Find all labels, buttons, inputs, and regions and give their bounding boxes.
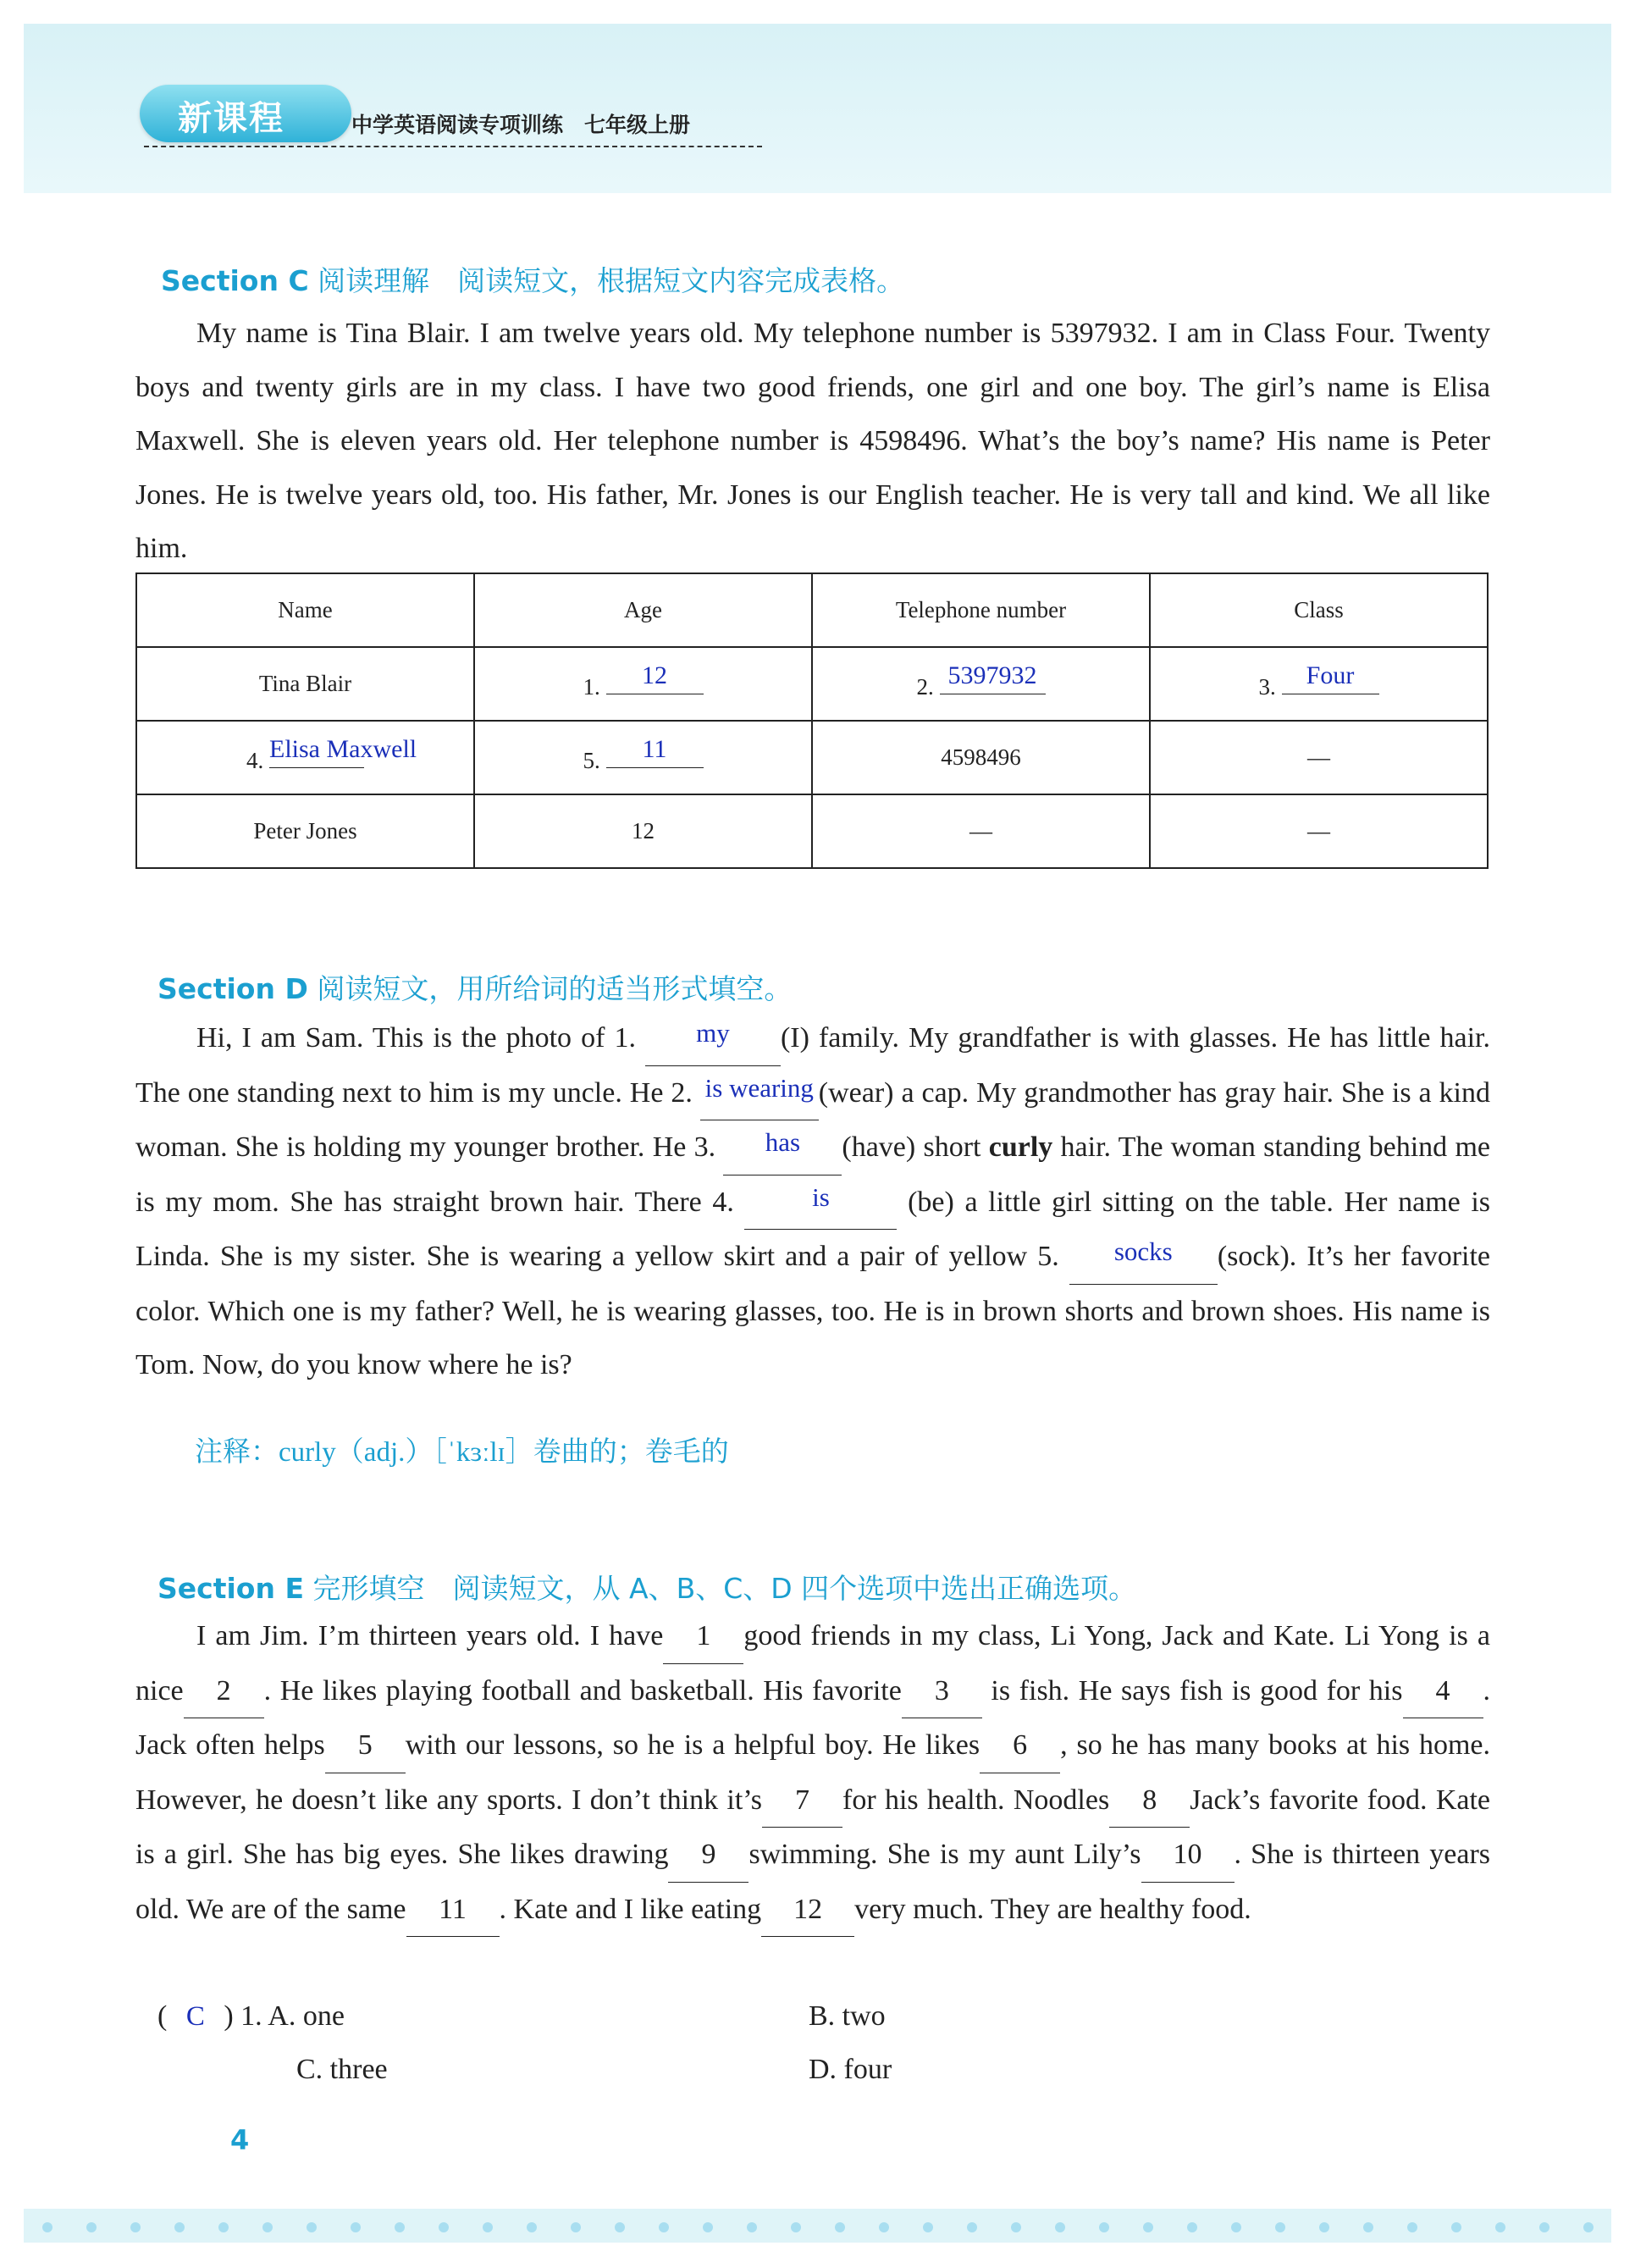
gap-number[interactable]: 11 [406,1883,500,1938]
footer-dot [351,2222,361,2232]
cell-telephone [812,647,1150,721]
answer-blank[interactable] [1069,1230,1218,1285]
question-1-option-a[interactable]: 1. A. one [240,2000,345,2032]
footer-dot [571,2222,581,2232]
table-row [136,647,1488,721]
header-name: Name [136,573,474,647]
passage-text: . Jack often helps [135,1674,1490,1761]
bold-word: curly [988,1131,1053,1163]
passage-text: (have) short [842,1131,989,1163]
question-1-option-b[interactable]: B. two [809,2000,886,2032]
gap-number[interactable]: 7 [762,1773,842,1828]
section-e-title [157,1567,1136,1607]
section-d-passage [135,1011,1490,1392]
footer-dot [307,2222,317,2232]
passage-text: (wear) a cap. My grandmother has gray hair. She is a kind woman. She is holding my younger brother. He 3. [135,1076,1491,1163]
footer-dot [1495,2222,1505,2232]
footer-dot [879,2222,889,2232]
passage-text: (I) family. My grandfather is with glasses. He has little hair. The one standing next to him is my uncle. He 2. [135,1022,1490,1109]
cell-age [474,721,812,794]
section-e-label: Section E [157,1572,304,1605]
footer-dot [703,2222,713,2232]
footer-dot [1363,2222,1373,2232]
footer-dot [923,2222,933,2232]
answer-paren: ( [157,2000,168,2032]
gap-number[interactable]: 3 [902,1664,982,1719]
gap-number[interactable]: 5 [325,1718,406,1773]
gap-number[interactable]: 1 [663,1609,743,1664]
footer-dot [1055,2222,1065,2232]
section-c-title [161,259,904,299]
question-1-option-d[interactable]: D. four [809,2054,892,2085]
cell-telephone: — [812,794,1150,868]
passage-text: good friends in my class, Li Yong, Jack and Kate. Li Yong is a nice [135,1620,1491,1707]
footer-dot [527,2222,537,2232]
handwritten-answer: has [765,1127,801,1157]
handwritten-answer: 12 [642,661,667,689]
answer-blank[interactable] [269,734,417,768]
footer-dot [218,2222,229,2232]
passage-text: hair. The woman standing behind me is my mom. She has straight brown hair. There 4. [135,1131,1490,1218]
passage-text: is fish. He says fish is good for his [981,1674,1403,1707]
footer-dot [1187,2222,1197,2232]
section-d-title [157,967,792,1007]
gap-number[interactable]: 4 [1403,1664,1483,1719]
cell-telephone: 4598496 [812,721,1150,794]
footer-dot [1583,2222,1594,2232]
passage-text: (sock). It’s her favorite color. Which one is my father? Well, he is wearing glasses, too. He is in brown shorts and brown shoes. His name is Tom. Now, do you know where he is? [135,1241,1491,1380]
answer-blank[interactable] [645,1011,781,1066]
logo-text: 新课程 [178,99,284,138]
cell-name: Tina Blair [136,647,474,721]
answer-blank[interactable] [940,661,1046,694]
footer-dot [1275,2222,1285,2232]
handwritten-answer: is [812,1181,830,1212]
gap-number[interactable]: 10 [1141,1828,1235,1883]
footer-dot [1099,2222,1109,2232]
header-telephone: Telephone number [812,573,1150,647]
answer-blank[interactable] [606,661,704,694]
handwritten-answer: Four [1306,661,1355,689]
header-divider [144,146,762,147]
handwritten-answer: socks [1113,1236,1173,1266]
section-c-passage [135,307,1490,576]
cell-age: 12 [474,794,812,868]
passage-text: very much. They are healthy food. [854,1893,1251,1925]
section-e-passage [135,1609,1490,1937]
section-e-passage-text [135,1609,1490,1937]
footer-dot [262,2222,273,2232]
answer-paren: ) [224,2000,234,2032]
blank-number: 2. [916,673,934,700]
passage-text: swimming. She is my aunt Lily’s [748,1839,1141,1870]
answer-blank[interactable] [1282,661,1379,694]
section-e-instruction: 完形填空 阅读短文，从 A、B、C、D 四个选项中选出正确选项。 [312,1572,1137,1605]
question-1-option-c[interactable]: C. three [296,2054,388,2085]
answer-blank[interactable] [744,1175,897,1231]
footer-dot [747,2222,757,2232]
gap-number[interactable]: 2 [184,1664,264,1719]
page-number: 4 [230,2124,250,2156]
cell-class: — [1150,794,1488,868]
passage-text: Hi, I am Sam. This is the photo of 1. [196,1022,645,1054]
answer-blank[interactable] [723,1120,842,1175]
footer-dot [967,2222,977,2232]
gap-number[interactable]: 6 [980,1718,1060,1773]
blank-number: 5. [583,747,600,773]
footer-dot [130,2222,141,2232]
passage-text: for his health. Noodles [842,1784,1110,1816]
cell-class: — [1150,721,1488,794]
footer-dot [1231,2222,1241,2232]
gap-number[interactable]: 12 [761,1883,854,1938]
passage-text: (be) a little girl sitting on the table. Her name is Linda. She is my sister. She is wearing a yellow skirt and a pair of yellow 5. [135,1186,1491,1272]
passage-text: . She is thirteen years old. We are of the same [135,1839,1491,1925]
cell-age [474,647,812,721]
blank-number: 1. [583,673,600,700]
section-d-instruction: 阅读短文，用所给词的适当形式填空。 [317,972,793,1005]
handwritten-answer: Elisa Maxwell [269,734,417,763]
footer-dot [659,2222,669,2232]
footer-dot [439,2222,449,2232]
footer-dot [1011,2222,1021,2232]
header-age: Age [474,573,812,647]
footer-dot [835,2222,845,2232]
passage-text: with our lessons, so he is a helpful boy. He likes [405,1729,980,1761]
cell-class [1150,647,1488,721]
blank-number: 4. [246,747,264,773]
footer-dot [395,2222,405,2232]
vocabulary-note: 注释：curly（adj.）［ˈkɜːlɪ］卷曲的；卷毛的 [195,1437,729,1468]
handwritten-choice[interactable]: C [185,2001,205,2032]
passage-text: , so he has many books at his home. However, he doesn’t like any sports. I don’t think it’s [135,1729,1490,1816]
footer-dot [1319,2222,1329,2232]
handwritten-answer: is wearing [704,1072,814,1103]
footer-dot [791,2222,801,2232]
passage-text: . He likes playing football and basketball. His favorite [263,1674,902,1707]
answer-blank[interactable] [606,734,704,768]
footer-dot [1451,2222,1461,2232]
footer-dot [483,2222,493,2232]
question-1-row [157,2000,345,2033]
footer-dot [86,2222,97,2232]
table-row [136,794,1488,868]
gap-number[interactable]: 8 [1109,1773,1190,1828]
footer-dot [42,2222,52,2232]
footer-dot [1143,2222,1153,2232]
cell-name [136,721,474,794]
header-class: Class [1150,573,1488,647]
section-c-instruction: 阅读理解 阅读短文，根据短文内容完成表格。 [318,264,905,297]
table-header-row [136,573,1488,647]
section-d-passage-text [135,1011,1490,1392]
passage-text: I am Jim. I’m thirteen years old. I have [196,1620,664,1651]
passage-text: . Kate and I like eating [499,1893,762,1925]
handwritten-answer: 5397932 [947,661,1037,689]
section-d-label: Section D [157,972,308,1005]
answer-blank[interactable] [700,1066,819,1121]
handwritten-answer: 11 [642,734,667,763]
section-c-passage-text: My name is Tina Blair. I am twelve years old. My telephone number is 5397932. I am in Class Four. Twenty boys and twenty girls are in my class. I have two good friends, one girl and one boy. The girl’s name is Elisa Maxwell. She is eleven years old. Her telephone number is 4598496. What’s the boy’s name? His name is Peter Jones. He is twelve years old, too. His father, Mr. Jones is our English teacher. He is very tall and kind. We all like him. [135,318,1490,564]
section-c-label: Section C [161,264,309,297]
book-title: 中学英语阅读专项训练 七年级上册 [351,113,691,137]
footer-dot [1539,2222,1549,2232]
footer-dot [1407,2222,1417,2232]
cell-name: Peter Jones [136,794,474,868]
info-table [135,573,1489,869]
blank-number: 3. [1258,673,1276,700]
passage-text: Jack’s favorite food. Kate is a girl. She has big eyes. She likes drawing [135,1784,1490,1870]
table-row [136,721,1488,794]
gap-number[interactable]: 9 [668,1828,748,1883]
footer-dot [615,2222,625,2232]
footer-dot [174,2222,185,2232]
handwritten-answer: my [696,1018,730,1048]
